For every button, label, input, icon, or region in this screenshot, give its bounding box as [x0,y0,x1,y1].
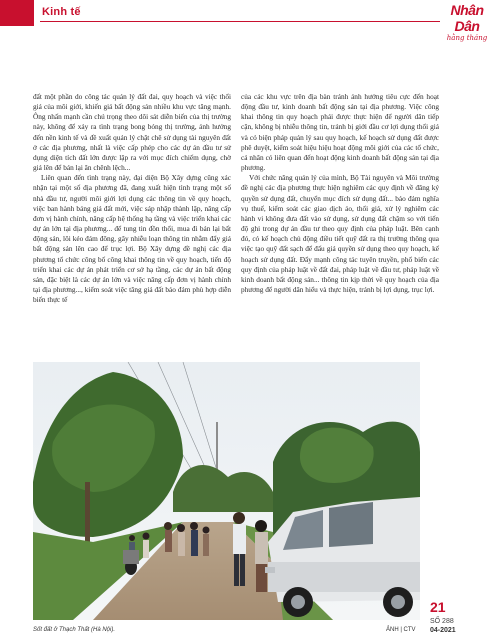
issue-date: 04-2021 [430,627,456,634]
photo-credit: ẢNH | CTV [386,627,416,633]
page-number: 21 [430,599,446,615]
logo-sub-text: hằng tháng [446,34,488,42]
section-title: Kinh tế [42,6,81,18]
header-rule [40,21,440,22]
page-info [430,600,480,635]
article-column-left [33,92,231,305]
article-paragraph: Với chức năng quản lý của mình, Bộ Tài nguyên và Môi trường đề nghị các địa phương thực hiện nghiêm các quy định về đăng ký quyền sử dụng đất, chuyển mục đích sử dụng đất... bảo đảm nghĩa vụ thuế, kiểm soát các giao dịch ảo, thổi giá, xử lý nghiêm các hành vi không đưa đất vào sử dụng, sử dụng đất chậm so với tiến độ ghi trong dự án đầu tư theo quy định của pháp luật. Bên cạnh đó, có kế hoạch chủ động điều tiết quỹ đất ra thị trường thông qua việc tạo quỹ đất sạch để đấu giá quyền sử dụng theo quy hoạch, kế hoạch sử dụng đất. Đẩy mạnh công tác tuyên truyền, phổ biến các quy định của pháp luật về đất đai, pháp luật về đầu tư, pháp luật về kinh doanh bất động sản... thông tin kịp thời về quy hoạch của địa phương để người dân hiểu và thực hiện, tránh bị lợi dụng, trục lợi. [241,173,439,294]
page-header [0,0,500,42]
photo-caption: Sốt đất ở Thạch Thất (Hà Nội). [33,627,115,633]
news-photo [33,362,420,620]
section-color-bar [0,0,34,26]
publication-logo [440,2,494,42]
issue-number: SỐ 288 [430,618,454,625]
article-paragraph: đất một phần do công tác quản lý đất đai, quy hoạch và việc thổi giá của môi giới, khiến giá bất động sản nhiều khu vực tăng mạnh. Ông nhấn mạnh cần chú trọng theo dõi sát diễn biến của thị trường này, không để xảy ra tình trạng bong bóng thị trường, ảnh hưởng đến nền kinh tế và đề xuất quản lý chặt chẽ sử dụng tài nguyên đất ở các địa phương, nhất là việc cấp phép cho các dự án đầu tư sử dụng diện tích đất lớn được lập ra với mục đích chiếm dụng, chờ giá lên để bán lại ăn chênh lệch... [33,92,231,173]
photo-illustration [33,362,420,620]
logo-main-text: Nhân Dân [450,2,484,34]
article-column-right [241,92,439,295]
article-paragraph: Liên quan đến tình trạng này, đại diện Bộ Xây dựng cũng xác nhận tại một số địa phương đã, đang xuất hiện tình trạng một số nhà đầu tư, người môi giới lợi dụng các thông tin về quy hoạch, việc ban hành bảng giá đất mới, việc sáp nhập thành lập, nâng cấp đơn vị hành chính, nâng cấp hệ thống hạ tầng và việc triển khai các dự án lớn tại địa phương... để tung tin đồn thổi, mua đi bán lại bất động sản, lôi kéo đám đông, gây nhiễu loạn thông tin nhằm đẩy giá bất động sản lên cao để trục lợi. Bộ Xây dựng đề nghị các địa phương tổ chức công bố công khai thông tin về quy hoạch, tiến độ triển khai các dự án phát triển cơ sở hạ tầng, các dự án bất động sản, đặc biệt là các dự án lớn và việc nâng cấp đơn vị hành chính tại địa phương..., kiểm soát việc tăng giá đất bảo đảm phù hợp diễn biến thực tế [33,173,231,305]
article-paragraph: của các khu vực trên địa bàn tránh ảnh hưởng tiêu cực đến hoạt động đầu tư, kinh doanh bất động sản tại địa phương. Việc công khai thông tin quy hoạch phải được thực hiện để người dân tiếp cận, không bị nhiễu thông tin, tránh bị giới đầu cơ lợi dụng thổi giá và có biện pháp quản lý sau quy hoạch, kế hoạch sử dụng đất được phê duyệt, kiểm soát hiệu hiệu hoạt động môi giới của các tổ chức, cá nhân có liên quan đến hoạt động kinh doanh bất động sản tại địa phương. [241,92,439,173]
